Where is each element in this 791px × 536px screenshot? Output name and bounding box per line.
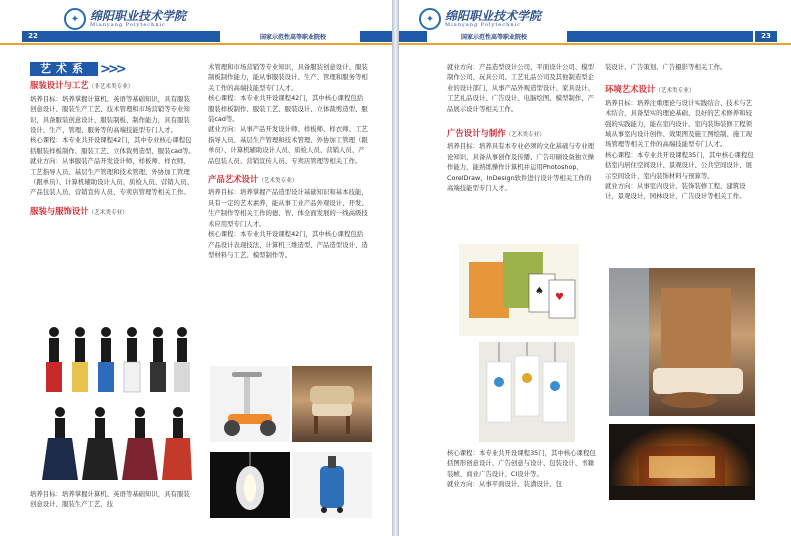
interior-room-icon	[609, 268, 755, 416]
section-title: 服装设计与工艺	[30, 80, 89, 91]
advertising-cards-photo	[459, 244, 579, 336]
header-bar	[399, 31, 427, 42]
section-title: 服装与服饰设计	[30, 205, 89, 216]
section-heading	[605, 84, 755, 96]
lamp-icon	[210, 452, 290, 518]
paragraph: 核心课程：本专业共开设课程42门，其中核心课程包括服装样板制作、服装工艺、服装设计、立体裁剪造型、服装cad等。	[208, 94, 368, 124]
svg-text:♥: ♥	[555, 292, 564, 303]
left-page	[0, 0, 392, 536]
paragraph: 培养目标：培养掌握产品造型设计基础知识和基本技能，具有一定的艺术素养，能从事工业产品外观设计、开发、生产制作等相关工作的德、智、体全面发展的一线高级技术应用型专门人才。	[208, 188, 368, 228]
product-lamp-photo	[210, 452, 290, 518]
section-title: 产品艺术设计	[208, 174, 259, 185]
left-column-1	[30, 62, 196, 219]
section-tag: （艺术类专业）	[655, 88, 695, 95]
paragraph: 就业方向：从事产品开发设计师、样板师、样衣师、工艺指导人员、基层生产管理和技术管理、外协加工管理（跟单员）、计算机辅助设计人员、质检人员、营销人员、产品包装人员、营销宣传人员、专卖店管理等相关工作。	[208, 125, 368, 165]
right-column-1-bottom	[447, 448, 597, 490]
header-band	[399, 31, 791, 42]
header-rule	[0, 43, 392, 45]
page-number: 22	[22, 31, 44, 42]
school-name: 绵阳职业技术学院	[445, 9, 542, 23]
right-page	[399, 0, 791, 536]
interior-lounge-photo	[609, 268, 755, 416]
paragraph: 就业方向：从事室内设计、装饰装修工程、建筑设计、景观设计、园林设计、广告设计等相关工作。	[605, 182, 746, 201]
scooter-icon	[210, 366, 290, 442]
svg-text:♠: ♠	[535, 286, 544, 297]
right-column-2	[605, 62, 755, 202]
chair-icon	[292, 366, 372, 442]
luggage-icon	[292, 452, 372, 518]
paragraph: 培养目标：培养具有本专业必须的文化基础与专业理论知识，具备从事创作及传播、广告印刷设备独立操作能力，能熟练操作计算机并运用Photoshop、CorelDraw、InDesign软件进行设计等相关工作的高端技能型专门人才。	[447, 142, 594, 193]
fashion-design-photo	[40, 322, 192, 482]
school-logo	[64, 8, 186, 30]
paragraph: 就业方向：产品造型设计公司、平面设计公司、模型制作公司、玩具公司、工艺礼品公司及其他制造型企业的设计部门，从事产品外观造型设计、家具设计、工艺礼品设计、广告设计、电脑绘图、模型制作、产品展示设计等相关工作。	[447, 63, 594, 113]
header-bar	[360, 31, 392, 42]
advertising-posters-photo	[479, 342, 575, 442]
section-title: 环境艺术设计	[605, 84, 656, 95]
paragraph: 就业方向：从事服装产品开发设计师、样板师、样衣师、工艺指导人员、基层生产管理和技术管理、外协加工管理（跟单员）、计算机辅助设计人员、质检人员、营销人员、产品包装人员、营销宣传人员、专卖店管理等相关工作。	[30, 157, 193, 197]
paragraph: 核心课程：本专业共开设课程42门，其中核心课程包括产品设计表现技法、计算机三维造型、产品造型设计、造型材料与工艺、模型制作等。	[208, 230, 368, 259]
product-scooter-photo	[210, 366, 290, 442]
paragraph: 核心课程：本专业共开设课程42门，其中专业核心课程包括服装样板制作、服装工艺、立体裁剪造型、服装cad等。	[30, 136, 195, 155]
chevron-right-icon: >>>	[100, 61, 124, 77]
school-name-en: Mianyang Polytechnic	[445, 22, 521, 28]
page-number: 23	[755, 31, 777, 42]
school-emblem-icon: ✦	[419, 8, 441, 30]
paragraph: 术管理和市场营销等专业知识，具备服装创意设计、服装制板制作能力，能从事服装设计、生产、管理和服务等相关工作的高端技能型专门人才。	[208, 63, 368, 92]
paragraph: 核心课程：本专业共开设课程35门，其中核心课程包括图形创意设计、广告创意与设计、包装设计、书籍装帧、商业广告设计、CI设计等。	[447, 449, 596, 478]
paragraph: 就业方向：从事平面设计、装潢设计、包	[447, 480, 563, 489]
header-caption: 国家示范性高等职业院校	[461, 34, 528, 41]
header-rule	[399, 43, 791, 45]
interior-hall-photo	[609, 424, 755, 500]
school-name: 绵阳职业技术学院	[90, 9, 187, 23]
left-column-1-bottom	[30, 489, 196, 510]
product-luggage-photo	[292, 452, 372, 518]
section-title: 广告设计与制作	[447, 128, 506, 139]
left-column-2	[208, 62, 368, 260]
school-name-en: Mianyang Polytechnic	[90, 22, 166, 28]
school-emblem-icon: ✦	[64, 8, 86, 30]
building-icon	[609, 424, 755, 500]
section-tag: （艺术类专业）	[258, 178, 298, 185]
fashion-mannequins-icon	[40, 322, 192, 482]
section-tag: （非艺术类专业）	[88, 84, 134, 91]
posters-icon	[479, 342, 575, 442]
paragraph: 培养目标：培养掌握计算机、英语等基础知识，具有服装创意设计、服装生产工艺、技术管理和市场营销等专业知识，具备服装创意设计、服装制板、制作能力，具有服装设计、生产、管理、服务等的高端技能型专门人才。	[30, 94, 190, 135]
paragraph: 培养目标：培养注重理论与设计实践结合、技术与艺术结合，具备坚实的理论基础、良好的艺术修养和较强的实践能力，能在室内设计、室内装饰装修工程领域从事室内设计创作、效果图及施工图绘制、施工现场管理等相关工作的高端技能型专门人才。	[605, 98, 752, 149]
header-bar	[567, 31, 753, 42]
department-heading	[30, 62, 196, 76]
header-bar	[44, 31, 220, 42]
book-gutter	[392, 0, 399, 536]
playing-cards-icon	[459, 244, 579, 336]
school-logo	[419, 8, 541, 30]
right-column-1	[447, 62, 597, 193]
section-heading	[30, 80, 196, 92]
product-furniture-photo	[292, 366, 372, 442]
header-caption: 国家示范性高等职业院校	[260, 34, 327, 41]
section-tag: （艺术类专业）	[88, 209, 128, 216]
paragraph: 核心课程：本专业共开设课程35门，其中核心课程包括室内居住空间设计、景观设计、公共空间设计、展示空间设计、室内装饰材料与预算等。	[605, 150, 754, 180]
department-title: 艺术系	[30, 62, 98, 76]
section-heading	[208, 174, 368, 186]
paragraph: 装设计、广告策划、广告摄影等相关工作。	[605, 63, 727, 71]
section-heading	[447, 128, 597, 140]
header-band	[0, 31, 392, 42]
section-heading	[30, 206, 196, 218]
paragraph: 培养目标：培养掌握计算机、英语等基础知识，具有服装创意设计、服装生产工艺、技	[30, 490, 190, 509]
section-tag: （艺术类专业）	[505, 132, 545, 139]
